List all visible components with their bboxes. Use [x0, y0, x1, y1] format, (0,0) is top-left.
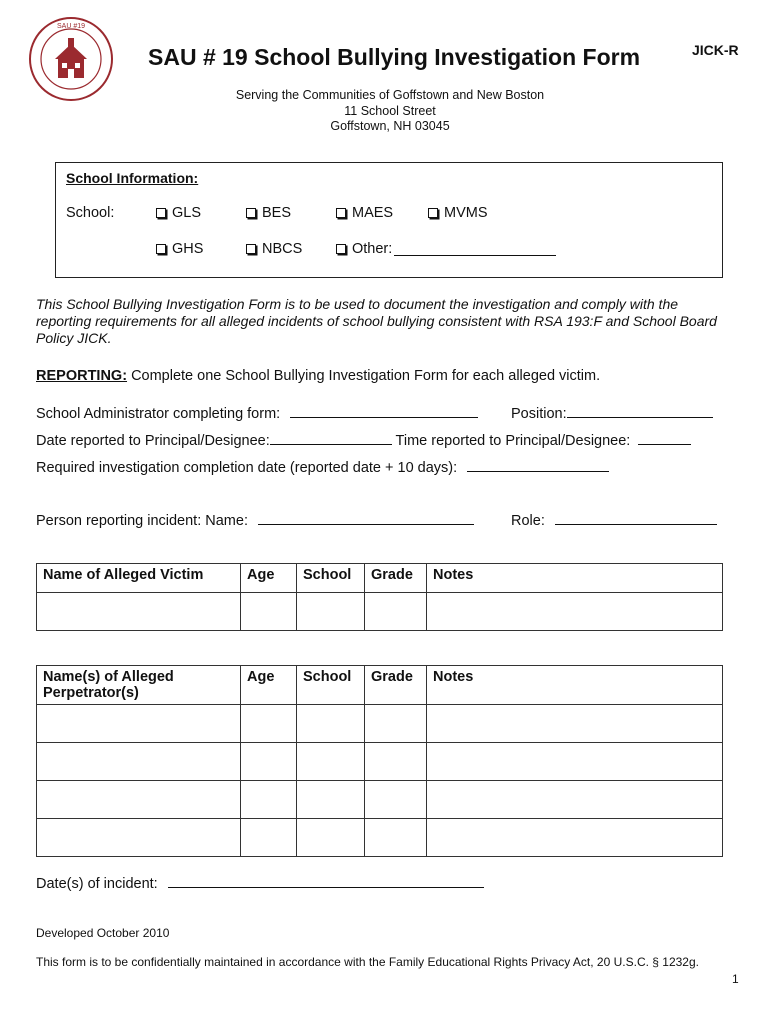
administrator-row: School Administrator completing form:	[36, 404, 478, 422]
table-cell[interactable]	[297, 705, 365, 743]
table-cell[interactable]	[37, 593, 241, 631]
table-header-row	[37, 666, 723, 705]
intro-text: This School Bullying Investigation Form is to be used to document the investigation and comply with the reporting requirements for all alleged incidents of school bullying consistent with RSA 193:F and School Board Policy JICK.	[36, 296, 717, 346]
position-row: Position:	[511, 404, 713, 422]
table-row	[37, 743, 723, 781]
table-row	[37, 819, 723, 857]
completion-date-field[interactable]	[467, 458, 609, 472]
table-cell[interactable]	[297, 781, 365, 819]
column-header: Name(s) of Alleged Perpetrator(s)	[37, 666, 241, 705]
table-cell[interactable]	[365, 819, 427, 857]
checkbox-ghs[interactable]: GHS	[156, 241, 203, 257]
school-info-title: School Information:	[66, 170, 199, 186]
table-cell[interactable]	[297, 819, 365, 857]
incident-dates-row: Date(s) of incident:	[36, 874, 484, 892]
position-field[interactable]	[567, 404, 713, 418]
column-header: Age	[241, 564, 297, 593]
table-cell[interactable]	[37, 819, 241, 857]
form-title: SAU # 19 School Bullying Investigation Form	[148, 44, 641, 70]
table-cell[interactable]	[427, 593, 723, 631]
checkbox-icon[interactable]	[246, 244, 256, 254]
table-cell[interactable]	[427, 705, 723, 743]
perpetrator-table	[36, 665, 723, 857]
checkbox-icon[interactable]	[156, 208, 166, 218]
date-reported-row: Date reported to Principal/Designee: Time reported to Principal/Designee:	[36, 431, 691, 449]
column-header: Notes	[427, 564, 723, 593]
table-cell[interactable]	[365, 705, 427, 743]
page-number: 1	[732, 972, 739, 986]
reporting-instructions	[36, 368, 600, 384]
reporting-label: REPORTING:	[36, 368, 128, 384]
address-line-2: 11 School Street	[344, 104, 436, 118]
reporting-text: Complete one School Bullying Investigation Form for each alleged victim.	[131, 368, 601, 384]
checkbox-maes[interactable]: MAES	[336, 205, 393, 221]
table-cell[interactable]	[241, 781, 297, 819]
privacy-notice: This form is to be confidentially maintained in accordance with the Family Educational Rights Privacy Act, 20 U.S.C. § 1232g.	[36, 955, 699, 969]
table-cell[interactable]	[37, 781, 241, 819]
table-cell[interactable]	[241, 593, 297, 631]
checkbox-icon[interactable]	[336, 208, 346, 218]
administrator-field[interactable]	[290, 404, 478, 418]
checkbox-bes[interactable]: BES	[246, 205, 291, 221]
table-cell[interactable]	[37, 705, 241, 743]
table-cell[interactable]	[365, 781, 427, 819]
table-row	[37, 781, 723, 819]
column-header: School	[297, 564, 365, 593]
table-cell[interactable]	[297, 593, 365, 631]
table-cell[interactable]	[241, 819, 297, 857]
table-cell[interactable]	[365, 743, 427, 781]
time-reported-field[interactable]	[638, 431, 691, 445]
table-cell[interactable]	[427, 743, 723, 781]
column-header: Age	[241, 666, 297, 705]
table-cell[interactable]	[241, 743, 297, 781]
table-cell[interactable]	[241, 705, 297, 743]
school-label: School:	[66, 205, 115, 221]
checkbox-nbcs[interactable]: NBCS	[246, 241, 302, 257]
table-cell[interactable]	[37, 743, 241, 781]
table-row	[37, 593, 723, 631]
checkbox-icon[interactable]	[428, 208, 438, 218]
victim-table	[36, 563, 723, 631]
other-school-field[interactable]	[394, 242, 556, 256]
incident-dates-field[interactable]	[168, 874, 484, 888]
completion-date-row: Required investigation completion date (reported date + 10 days):	[36, 458, 609, 476]
address-line-3: Goffstown, NH 03045	[330, 119, 450, 133]
column-header: School	[297, 666, 365, 705]
policy-code: JICK-R	[692, 42, 739, 58]
table-header-row	[37, 564, 723, 593]
table-cell[interactable]	[427, 819, 723, 857]
role-row: Role:	[511, 511, 717, 529]
column-header: Notes	[427, 666, 723, 705]
person-reporting-row: Person reporting incident: Name:	[36, 511, 474, 529]
checkbox-gls[interactable]: GLS	[156, 205, 201, 221]
table-cell[interactable]	[365, 593, 427, 631]
table-cell[interactable]	[297, 743, 365, 781]
svg-text:SAU #19: SAU #19	[56, 23, 86, 30]
person-reporting-field[interactable]	[258, 511, 474, 525]
checkbox-icon[interactable]	[336, 244, 346, 254]
column-header: Grade	[365, 564, 427, 593]
checkbox-other[interactable]: Other:	[336, 241, 556, 257]
district-seal-logo	[28, 16, 114, 102]
date-reported-field[interactable]	[270, 431, 392, 445]
column-header: Name of Alleged Victim	[37, 564, 241, 593]
table-cell[interactable]	[427, 781, 723, 819]
address-line-1: Serving the Communities of Goffstown and New Boston	[235, 88, 545, 102]
column-header: Grade	[365, 666, 427, 705]
table-row	[37, 705, 723, 743]
checkbox-icon[interactable]	[156, 244, 166, 254]
checkbox-icon[interactable]	[246, 208, 256, 218]
role-field[interactable]	[555, 511, 717, 525]
developed-date: Developed October 2010	[36, 926, 170, 940]
checkbox-mvms[interactable]: MVMS	[428, 205, 488, 221]
